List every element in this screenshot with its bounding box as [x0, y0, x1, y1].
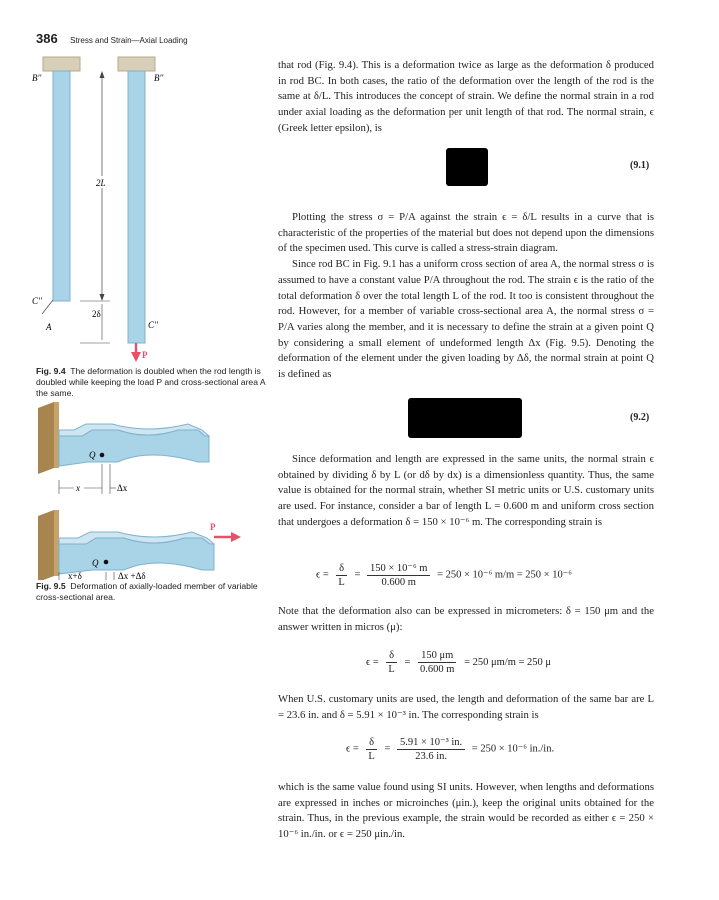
paragraph-3-text: Since rod BC in Fig. 9.1 has a uniform cross section of area A, the normal stress σ is assumed to have a constant value P/A throughout the rod. The strain ϵ is the ratio of the total deformation δ over the total length L of the rod. It too is consistent throughout the rod. However, for a member of variable cross-sectional area A, the normal stress σ = P/A varies along the member, and it is necessary to define the strain at a given point Q by considering a small element of undeformed length Δx (Fig. 9.5). Denoting the deformation of the element under the given loading by Δδ, the normal strain at point Q is defined as [278, 258, 654, 381]
paragraph-6-text: When U.S. customary units are used, the length and deformation of the same bar are L = 23.6 in. and δ = 5.91 × 10⁻³ in. The corresponding strain is [278, 693, 654, 721]
paragraph-5 [278, 604, 654, 635]
label-2delta: 2δ [92, 309, 101, 319]
point-q-upper [100, 453, 105, 458]
eq-rhs: = 250 × 10⁻⁶ in./in. [471, 743, 555, 755]
caption-fig-9-5 [36, 581, 268, 603]
caption-number: Fig. 9.5 [36, 581, 66, 591]
eq-sign: = [404, 656, 411, 668]
label-dx-upper: Δx [117, 483, 128, 493]
eq-sign: = [384, 743, 391, 755]
running-title: Stress and Strain—Axial Loading [70, 36, 188, 45]
equation-9-2-image [408, 398, 522, 438]
rod-long [128, 71, 145, 343]
paragraph-2 [278, 210, 654, 383]
eq-den: 0.600 m [420, 664, 455, 675]
paragraph-1-text: that rod (Fig. 9.4). This is a deformation twice as large as the deformation δ produced in rod BC. In both cases, the ratio of the deformation over the length of the rod is the same at δ/L. This introduces the concept of strain. We define the normal strain in a rod under axial loading as the deformation per unit length of that rod. The normal strain, ϵ (Greek letter epsilon), is [278, 59, 654, 134]
eq-lhs: ϵ = [366, 656, 379, 668]
paragraph-4 [278, 452, 654, 531]
label-c-left: C'' [32, 296, 42, 306]
eq-sign: = [354, 569, 361, 581]
label-x-delta: x+δ [68, 571, 82, 580]
wall-upper [38, 402, 54, 474]
equation-si-strain [316, 562, 572, 588]
point-q-lower [104, 560, 109, 565]
wall-upper-face [54, 402, 59, 468]
label-q-upper: Q [89, 450, 96, 460]
paragraph-4-text: Since deformation and length are expressed in the same units, the normal strain ϵ obtained by dividing δ by L (or dδ by dx) is a dimensionless quantity. Thus, the same value is obtained for the normal strain, whether SI metric units or U.S. customary units are used. For instance, consider a bar of length L = 0.600 m and uniform cross section that undergoes a deformation δ = 150 × 10⁻⁶ m. The corresponding strain is [278, 453, 654, 528]
eq-den: 0.600 m [381, 577, 416, 588]
running-header [36, 30, 188, 48]
eq-lhs: ϵ = [346, 743, 359, 755]
eq-num: 150 μm [418, 650, 456, 663]
equation-9-1-number: (9.1) [630, 160, 650, 171]
wall-lower [38, 510, 54, 580]
paragraph-7 [278, 780, 654, 843]
label-c-right: C'' [148, 320, 158, 330]
eq-rhs: = 250 × 10⁻⁶ m/m = 250 × 10⁻⁶ [437, 569, 572, 581]
equation-9-1-image [446, 148, 488, 186]
paragraph-2-text: Plotting the stress σ = P/A against the strain ϵ = δ/L results in a curve that is characteristic of the properties of the material but does not depend upon the dimensions of the specimen used. This curve is called a stress-strain diagram. [278, 211, 654, 255]
eq-num: 5.91 × 10⁻³ in. [397, 736, 465, 750]
support-left [43, 57, 80, 71]
figure-9-5 [30, 400, 260, 580]
caption-fig-9-4 [36, 366, 268, 399]
label-a: A [46, 322, 52, 332]
paragraph-7-text: which is the same value found using SI units. However, when lengths and deformations are expressed in inches or microinches (μin.), keep the original units obtained for the strain. Thus, in the previous example, the strain would be recorded as either ϵ = 250 × 10⁻⁶ in./in. or ϵ = 250 μin./in. [278, 781, 654, 841]
eq-num: δ [336, 563, 347, 576]
caption-text: Deformation of axially-loaded member of variable cross-sectional area. [36, 581, 258, 602]
rod-short [53, 71, 70, 301]
leader-c-left [42, 300, 53, 314]
load-arrow-head-lower [231, 532, 241, 542]
dim-arrow-top [100, 71, 105, 78]
eq-num: δ [366, 737, 377, 750]
caption-text: The deformation is doubled when the rod length is doubled while keeping the load P and cross-sectional area A the same. [36, 366, 266, 398]
eq-den: L [338, 576, 345, 588]
paragraph-6 [278, 692, 654, 723]
paragraph-5-text: Note that the deformation also can be expressed in micrometers: δ = 150 μm and the answer written in micros (μ): [278, 605, 654, 633]
dim-arrow-bottom [100, 294, 105, 301]
wall-lower-face [54, 510, 59, 576]
label-b-right: B'' [154, 73, 164, 83]
label-p-lower: P [210, 522, 216, 532]
eq-den: 23.6 in. [415, 751, 447, 762]
equation-9-2-number: (9.2) [630, 412, 650, 423]
eq-den: L [368, 750, 375, 762]
label-2l: 2L [96, 178, 106, 188]
load-arrow-head [131, 352, 141, 362]
equation-us-strain [346, 736, 554, 762]
caption-number: Fig. 9.4 [36, 366, 66, 376]
label-dx-ddelta: Δx +Δδ [118, 571, 146, 580]
eq-den: L [388, 664, 395, 675]
paragraph-1 [278, 58, 654, 137]
label-x-upper: x [76, 483, 80, 493]
label-p: P [142, 350, 148, 360]
support-right [118, 57, 155, 71]
eq-num: δ [386, 650, 397, 663]
label-b-left: B'' [32, 73, 42, 83]
figure-9-4 [30, 52, 230, 364]
page-number: 386 [36, 31, 58, 46]
eq-rhs: = 250 μm/m = 250 μ [464, 656, 552, 668]
eq-num: 150 × 10⁻⁶ m [367, 562, 430, 576]
equation-micro-strain [366, 650, 551, 675]
label-q-lower: Q [92, 558, 99, 568]
eq-lhs: ϵ = [316, 569, 329, 581]
